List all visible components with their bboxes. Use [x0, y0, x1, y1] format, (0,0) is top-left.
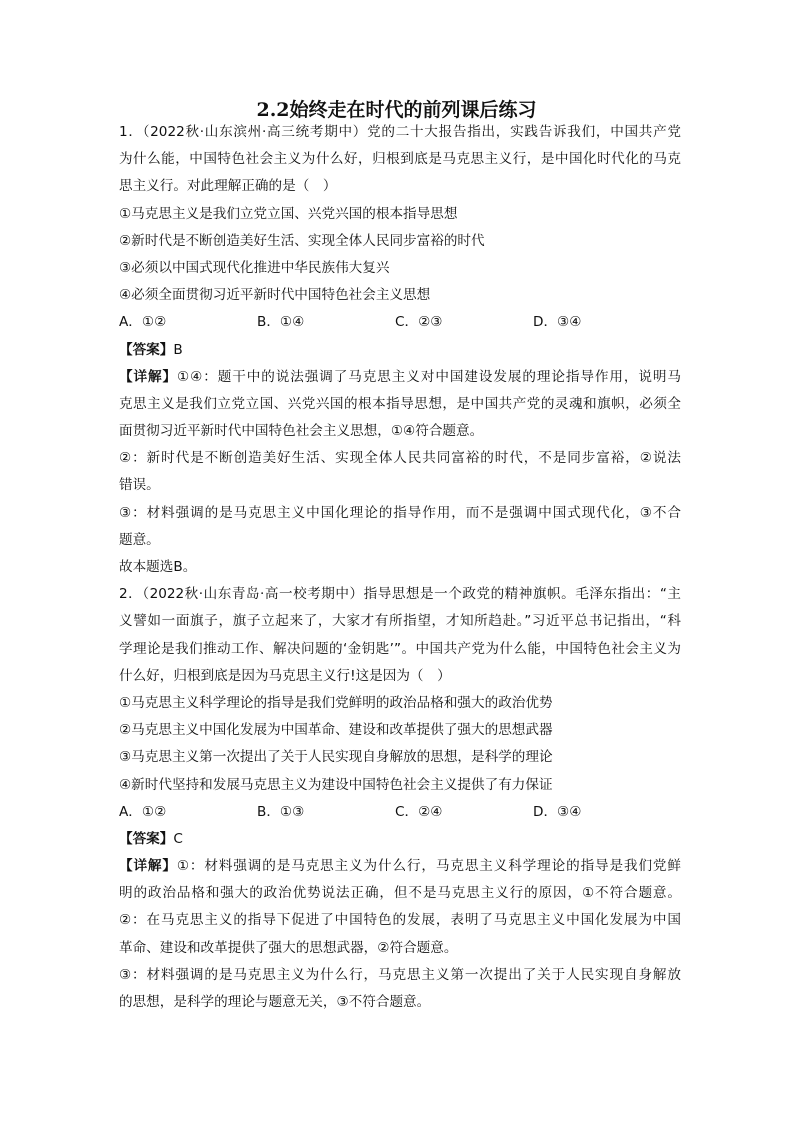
question-stem-line: 1．（2022秋·山东滨州·高三统考期中）党的二十大报告指出，实践告诉我们，中国共产党: [119, 124, 681, 140]
choice-item: ④必须全面贯彻习近平新时代中国特色社会主义思想: [119, 287, 431, 304]
detail-line: ②：在马克思主义的指导下促进了中国特色的发展，表明了马克思主义中国化发展为中国: [119, 912, 681, 929]
detail-label: 【详解】: [119, 858, 177, 875]
option-b: B．①③: [257, 803, 305, 820]
answer-value: B: [173, 341, 183, 358]
detail-line: 题意。: [119, 531, 160, 548]
question-stem-line: 什么好，归根到底是因为马克思主义行!这是因为（ ）: [119, 667, 451, 684]
detail-line: ③：材料强调的是马克思主义为什么行，马克思主义第一次提出了关于人民实现自身解放: [119, 966, 681, 983]
question-stem-line: 义譬如一面旗子，旗子立起来了，大家才有所指望，才知所趋赴。”习近平总书记指出，“科: [119, 613, 681, 630]
detail-line: ③：材料强调的是马克思主义中国化理论的指导作用，而不是强调中国式现代化，③不合: [119, 504, 681, 521]
detail-line: ②：新时代是不断创造美好生活、实现全体人民共同富裕的时代，不是同步富裕，②说法: [119, 450, 681, 467]
detail-line: 故本题选B。: [119, 559, 197, 575]
detail-line: [119, 364, 681, 391]
option-d: D．③④: [533, 803, 582, 820]
option-a: A．①②: [119, 803, 167, 820]
question-1: [119, 119, 681, 581]
detail-line: [119, 853, 681, 880]
detail-line: 面贯彻习近平新时代中国特色社会主义思想，①④符合题意。: [119, 423, 484, 440]
detail-line: 克思主义是我们立党立国、兴党兴国的根本指导思想，是中国共产党的灵魂和旗帜，必须全: [119, 395, 681, 412]
answer-line: [119, 826, 681, 853]
option-c: C．②③: [395, 314, 443, 331]
choice-item: ④新时代坚持和发展马克思主义为建设中国特色社会主义提供了有力保证: [119, 776, 553, 793]
answer-label: 【答案】: [119, 830, 174, 847]
choice-item: ②马克思主义中国化发展为中国革命、建设和改革提供了强大的思想武器: [119, 722, 553, 739]
option-d: D．③④: [533, 314, 582, 331]
choice-item: ③马克思主义第一次提出了关于人民实现自身解放的思想，是科学的理论: [119, 749, 553, 766]
choice-item: ②新时代是不断创造美好生活、实现全体人民同步富裕的时代: [119, 232, 485, 249]
detail-label: 【详解】: [119, 368, 178, 385]
option-b: B．①④: [257, 314, 305, 331]
detail-text: ①：材料强调的是马克思主义为什么行，马克思主义科学理论的指导是我们党鲜: [176, 858, 681, 875]
choice-item: ①马克思主义是我们立党立国、兴党兴国的根本指导思想: [119, 205, 458, 222]
question-stem-line: 2．（2022秋·山东青岛·高一校考期中）指导思想是一个政党的精神旗帜。毛泽东指出：“主: [119, 586, 681, 603]
detail-text: ①④：题干中的说法强调了马克思主义对中国建设发展的理论指导作用，说明马: [177, 368, 681, 385]
page-content: [119, 119, 681, 1016]
question-stem-line: 思主义行。对此理解正确的是（ ）: [119, 178, 337, 195]
detail-line: 明的政治品格和强大的政治优势说法正确，但不是马克思主义行的原因，①不符合题意。: [119, 885, 681, 902]
option-c: C．②④: [395, 803, 443, 820]
answer-line: [119, 337, 681, 364]
page-title: 2.2始终走在时代的前列课后练习: [256, 99, 537, 121]
question-stem-line: 学理论是我们推动工作、解决问题的‘金钥匙’”。中国共产党为什么能，中国特色社会主义为: [119, 640, 681, 657]
answer-options: [119, 799, 681, 826]
detail-line: 错误。: [119, 477, 160, 494]
detail-line: 的思想，是科学的理论与题意无关，③不符合题意。: [119, 994, 431, 1010]
answer-label: 【答案】: [119, 341, 174, 358]
choice-item: ①马克思主义科学理论的指导是我们党鲜明的政治品格和强大的政治优势: [119, 694, 553, 711]
detail-line: 革命、建设和改革提供了强大的思想武器，②符合题意。: [119, 939, 458, 956]
question-2: [119, 581, 681, 1016]
question-stem-line: 为什么能，中国特色社会主义为什么好，归根到底是马克思主义行，是中国化时代化的马克: [119, 151, 681, 168]
answer-value: C: [173, 830, 183, 847]
choice-item: ③必须以中国式现代化推进中华民族伟大复兴: [119, 259, 390, 276]
option-a: A．①②: [119, 314, 167, 331]
answer-options: [119, 309, 681, 336]
